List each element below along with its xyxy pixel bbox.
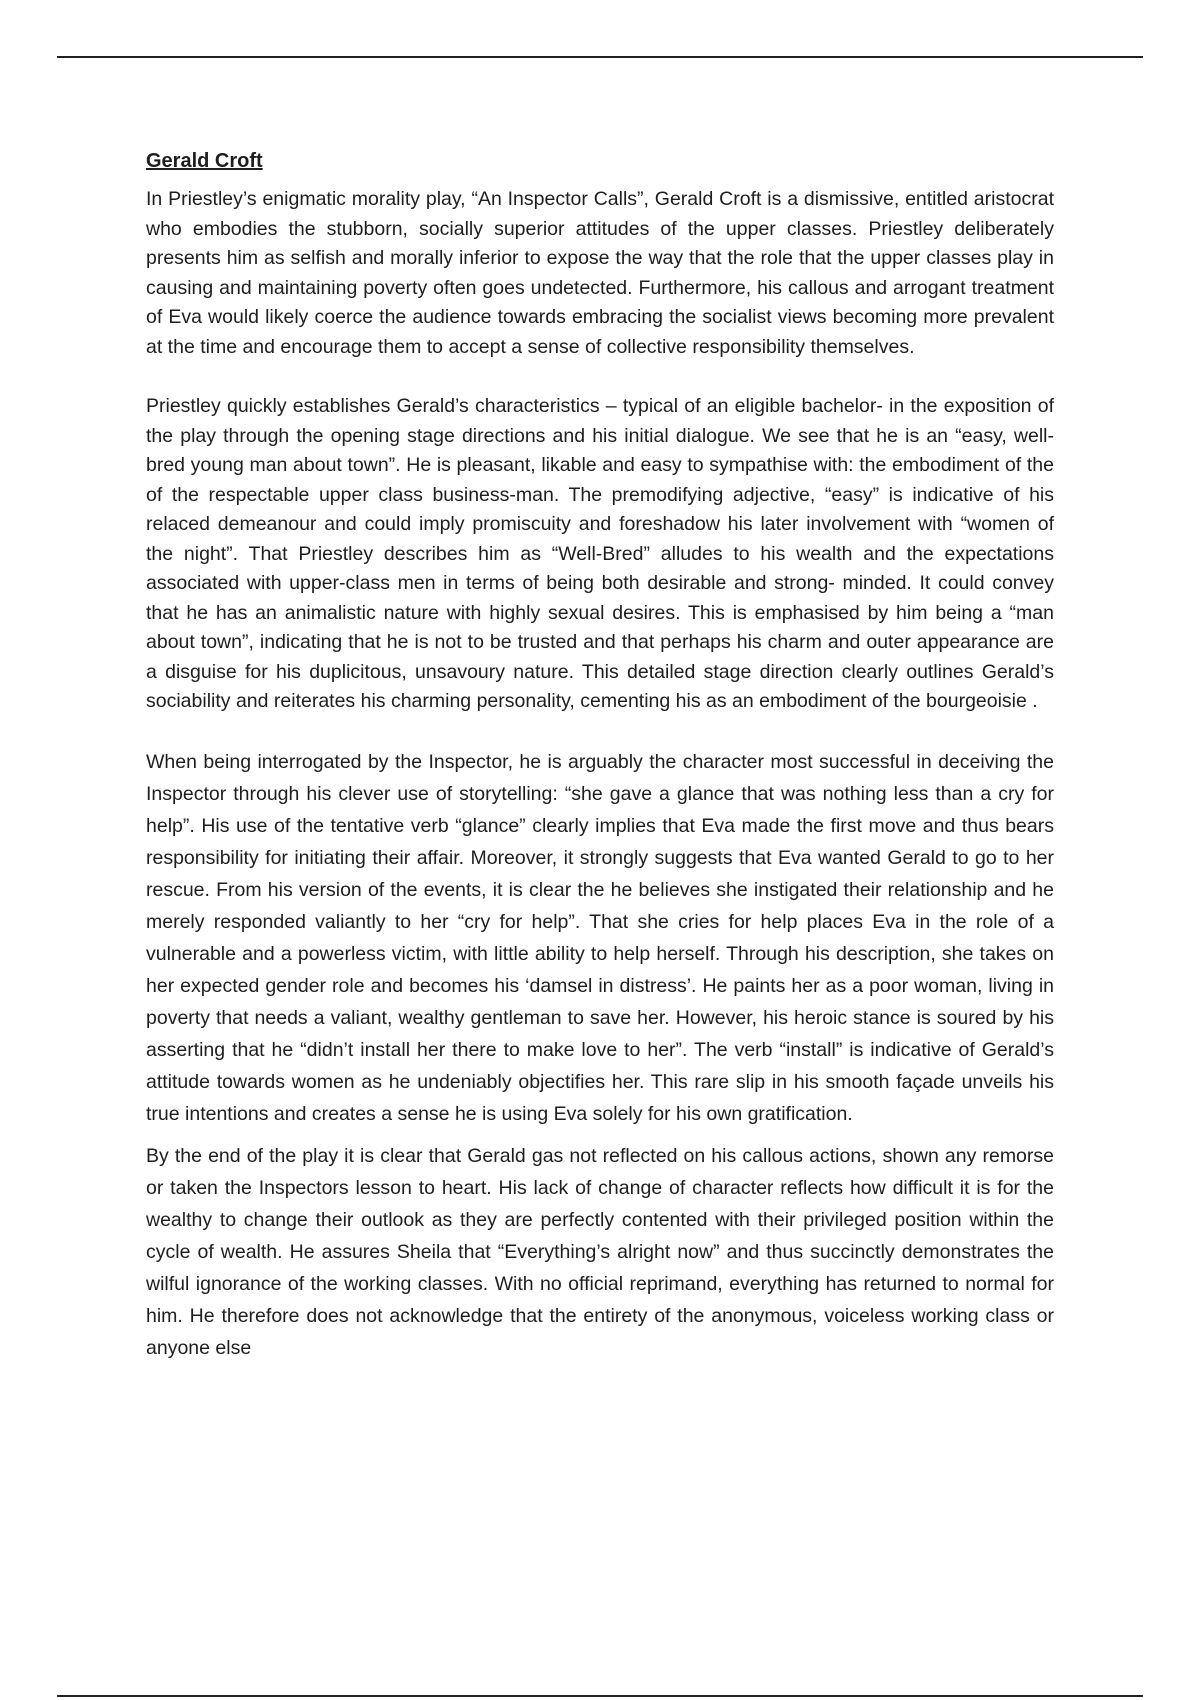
paragraph-conclusion: By the end of the play it is clear that Gerald gas not reflected on his callous actions, shown any remorse or taken the Inspectors lesson to heart. His lack of change of character reflects how difficult it is for the wealthy to change their outlook as they are perfectly contented with their privileged position within the cycle of wealth. He assures Sheila that “Everything’s alright now” and thus succinctly demonstrates the wilful ignorance of the working classes. With no official reprimand, everything has returned to normal for him. He therefore does not acknowledge that the entirety of the anonymous, voiceless working class or anyone else: [146, 1144, 1054, 1359]
paragraph-introduction: In Priestley’s enigmatic morality play, “An Inspector Calls”, Gerald Croft is a dismissive, entitled aristocrat who embodies the stubborn, socially superior attitudes of the upper classes. Priestley deliberately presents him as selfish and morally inferior to expose the way that the role that the upper classes play in causing and maintaining poverty often goes undetected. Furthermore, his callous and arrogant treatment of Eva would likely coerce the audience towards embracing the socialist views becoming more prevalent at the time and encourage them to accept a sense of collective responsibility themselves.: [146, 188, 1054, 358]
header-rule: [57, 56, 1143, 58]
paragraph-characteristics: Priestley quickly establishes Gerald’s characteristics – typical of an eligible bachelor- in the exposition of the play through the opening stage directions and his initial dialogue. We see that he is an “easy, well-bred young man about town”. He is pleasant, likable and easy to sympathise with: the embodiment of the of the respectable upper class business-man. The premodifying adjective, “easy” is indicative of his relaced demeanour and could imply promiscuity and foreshadow his later involvement with “women of the night”. That Priestley describes him as “Well-Bred” alludes to his wealth and the expectations associated with upper-class men in terms of being both desirable and strong- minded. It could convey that he has an animalistic nature with highly sexual desires. This is emphasised by him being a “man about town”, indicating that he is not to be trusted and that perhaps his charm and outer appearance are a disguise for his duplicitous, unsavoury nature. This detailed stage direction clearly outlines Gerald’s sociability and reiterates his charming personality, cementing his as an embodiment of the bourgeoisie .: [146, 395, 1054, 712]
paragraph-interrogation: When being interrogated by the Inspector, he is arguably the character most successful in deceiving the Inspector through his clever use of storytelling: “she gave a glance that was nothing less than a cry for help”. His use of the tentative verb “glance” clearly implies that Eva made the first move and thus bears responsibility for initiating their affair. Moreover, it strongly suggests that Eva wanted Gerald to go to her rescue. From his version of the events, it is clear the he believes she instigated their relationship and he merely responded valiantly to her “cry for help”. That she cries for help places Eva in the role of a vulnerable and a powerless victim, with little ability to help herself. Through his description, she takes on her expected gender role and becomes his ‘damsel in distress’. He paints her as a poor woman, living in poverty that needs a valiant, wealthy gentleman to save her. However, his heroic stance is soured by his asserting that he “didn’t install her there to make love to her”. The verb “install” is indicative of Gerald’s attitude towards women as he undeniably objectifies her. This rare slip in his smooth façade unveils his true intentions and creates a sense he is using Eva solely for his own gratification.: [146, 750, 1054, 1125]
page-title: Gerald Croft: [146, 150, 263, 172]
document-body: [146, 148, 1054, 1364]
footer-rule: [57, 1695, 1143, 1697]
